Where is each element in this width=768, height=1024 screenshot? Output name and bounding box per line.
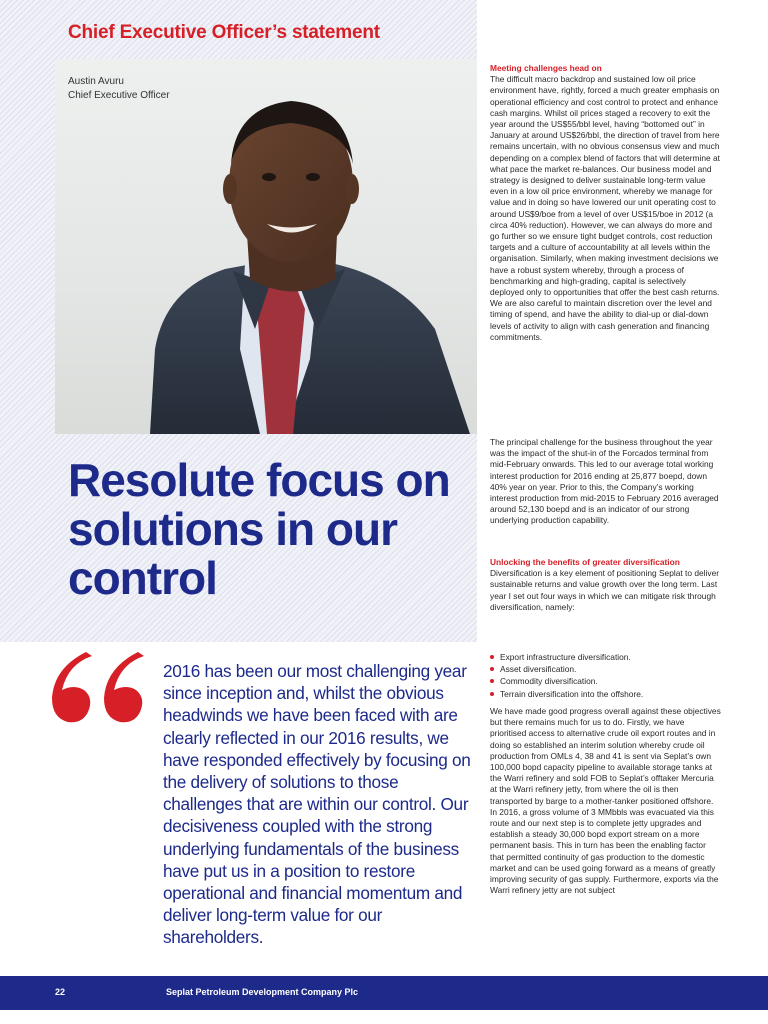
company-name: Seplat Petroleum Development Company Plc (166, 987, 359, 997)
column-section-3 (490, 557, 722, 613)
body-paragraph-4: We have made good progress overall against these objectives but there remains much for us to do. Firstly, we have prioritised access to alternative crude oil export routes and in doing so established an interim solution whereby crude oil production from OMLs 4, 38 and 41 is sent via Seplat’s own 100,000 bopd capacity pipeline to available storage tanks at the Warri refinery and sold FOB to Seplat’s offtaker Mercuria at the Warri refinery jetty, from where the oil is then transported by barge to a mother-tanker positioned offshore. In 2016, a gross volume of 3 MMbbls was evacuated via this route and our next step is to complete jetty upgrades and establish a steady 30,000 bopd export stream on a more permanent basis. This in turn has been the enabling factor that permitted continuity of gas production to the domestic market and can be used going forward as a means of greatly improving security of gas supply. Furthermore, exports via the Warri refinery jetty are not subject (490, 706, 721, 896)
body-paragraph-1: The difficult macro backdrop and sustained low oil price environment have, rightly, forced a much greater emphasis on operational efficiency and cost control to protect and enhance cash margins. Whilst oil prices staged a recovery to exit the year around the US$55/bbl level, having “bottomed out” in January at around US$26/bbl, the direction of travel from here remains uncertain, with no obvious consensus view and much depending on a complex blend of factors that will determine at what pace the market re-balances. Our business model and strategy is designed to deliver sustainable long-term value even in a low oil price environment, whereby we manage for value and in doing so have lowered our unit operating cost to around US$9/boe from a level of over US$15/boe in 2012 (a circa 40% reduction). However, we can always do more and go further so we ensure tight budget controls, cost reduction targets and a culture of accountability at all levels within the organisation. Similarly, when making investment decisions we have a robust system whereby, through a process of benchmarking and high-grading, capital is selectively deployed only to opportunities that offer the best cash returns. We are also careful to maintain discretion over the level and timing of spend, and have the ability to dial-up or dial-down levels of activity to align with cash generation and financing commitments. (490, 74, 720, 342)
page-title: Chief Executive Officer’s statement (68, 22, 380, 43)
ceo-photo (55, 59, 477, 434)
list-item: Commodity diversification. (490, 675, 722, 687)
photo-caption (68, 75, 170, 103)
list-item: Asset diversification. (490, 663, 722, 675)
list-item: Terrain diversification into the offshore. (490, 688, 722, 700)
section-heading-challenges: Meeting challenges head on (490, 63, 602, 73)
body-paragraph-3: Diversification is a key element of positioning Seplat to deliver sustainable returns and value growth over the long term. Last year I set out four ways in which we can mitigate risk through diversification, namely: (490, 568, 720, 612)
column-section-1 (490, 63, 722, 343)
diversification-list (490, 651, 722, 700)
pull-quote: 2016 has been our most challenging year since inception and, whilst the obvious headwinds we have been faced with are clearly reflected in our 2016 results, we have responded effectively by focusing on the delivery of solutions to those challenges that are within our control. Our decisiveness coupled with the strong underlying fundamentals of the business have put us in a position to restore operational and financial momentum and deliver long-term value for our shareholders. (163, 661, 471, 948)
column-section-4 (490, 706, 722, 896)
caption-name: Austin Avuru (68, 76, 124, 87)
section-heading-diversification: Unlocking the benefits of greater diversification (490, 557, 680, 567)
ceo-portrait-image (55, 59, 477, 434)
headline: Resolute focus on solutions in our control (68, 454, 450, 604)
page-footer (0, 976, 768, 1010)
column-section-2 (490, 437, 722, 527)
caption-role: Chief Executive Officer (68, 90, 170, 101)
quote-mark-icon (50, 650, 150, 730)
list-item: Export infrastructure diversification. (490, 651, 722, 663)
page-number: 22 (55, 987, 66, 997)
body-paragraph-2: The principal challenge for the business throughout the year was the impact of the shut-in of the Forcados terminal from mid-February onwards. This led to our average total working interest production for 2016 ending at 25,877 boepd, down 40% year on year. Prior to this, the Company’s working interest production from mid-2015 to February 2016 averaged around 52,130 boepd and is an indicator of our strong underlying production capability. (490, 437, 719, 526)
